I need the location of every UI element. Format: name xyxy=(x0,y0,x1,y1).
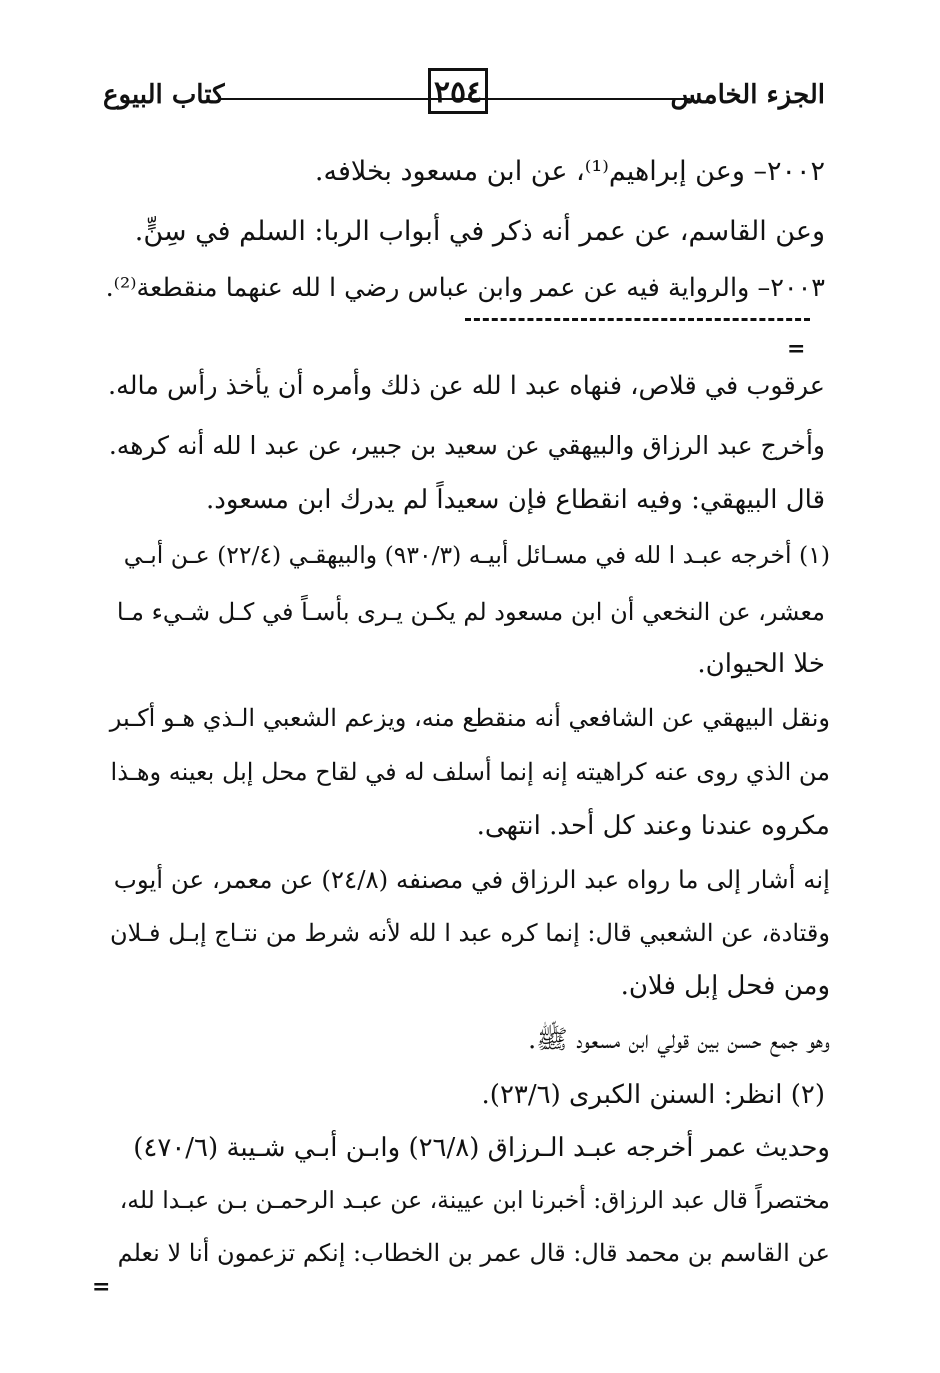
page-number: ٢٥٤ xyxy=(428,68,488,114)
footnote-line: من الذي روى عنه كراهيته إنه إنما أسلف له في لقاح محل إبل بعينه وهـذا xyxy=(110,758,830,786)
header-rule-right xyxy=(490,98,690,100)
footnote-line: إنه أشار إلى ما رواه عبد الرزاق في مصنفه (٢٤/٨) عن معمر، عن أيوب xyxy=(113,865,830,894)
footnote-line: ونقل البيهقي عن الشافعي أنه منقطع منه، ويزعم الشعبي الـذي هـو أكـبر xyxy=(109,704,830,732)
footnote-line: وأخرج عبد الرزاق والبيهقي عن سعيد بن جبير، عن عبد ا لله أنه كرهه. xyxy=(108,431,825,460)
footnote-line: ومن فحل إبل فلان. xyxy=(620,971,830,1001)
book-title: كتاب البيوع xyxy=(103,80,225,110)
footnote-line: عن القاسم بن محمد قال: قال عمر بن الخطاب: إنكم تزعمون أنا لا نعلم xyxy=(117,1239,830,1267)
footnote-line: (١) أخرجه عبـد ا لله في مسـائل أبيـه (٩٣٠/٣) والبيهقـي (٢٢/٤) عـن أبـي xyxy=(123,541,830,569)
footnote-line: خلا الحيوان. xyxy=(697,649,825,679)
footnote-line: مختصراً قال عبد الرزاق: أخبرنا ابن عيينة، عن عبـد الرحمـن بـن عبـدا لله، xyxy=(119,1186,830,1214)
continuation-mark-bottom: = xyxy=(92,1274,111,1300)
volume-title: الجزء الخامس xyxy=(670,80,825,110)
footnote-line: وهو جمع حسن بين قولي ابن مسعود ﷺ. xyxy=(528,1025,830,1055)
footnote-separator xyxy=(465,318,810,321)
main-text-line: ٢٠٠٣– والرواية فيه عن عمر وابن عباس رضي ا لله عنهما منقطعة⁽²⁾. xyxy=(105,273,825,303)
header-rule-left xyxy=(220,98,500,100)
footnote-line: (٢) انظر: السنن الكبرى (٢٣/٦). xyxy=(481,1080,825,1110)
main-text-line: وعن القاسم، عن عمر أنه ذكر في أبواب الربا: السلم في سِنٍّ. xyxy=(134,216,825,247)
footnote-line: عرقوب في قلاص، فنهاه عبد ا لله عن ذلك وأمره أن يأخذ رأس ماله. xyxy=(107,371,825,401)
footnote-line: مكروه عندنا وعند كل أحد. انتهى. xyxy=(476,811,830,841)
footnote-line: معشر، عن النخعي أن ابن مسعود لم يكـن يـرى بأسـاً في كـل شـيء مـا xyxy=(116,598,825,626)
continuation-mark-top: = xyxy=(787,336,806,362)
main-text-line: ٢٠٠٢– وعن إبراهيم⁽¹⁾، عن ابن مسعود بخلافه. xyxy=(314,156,825,187)
footnote-line: قال البيهقي: وفيه انقطاع فإن سعيداً لم يدرك ابن مسعود. xyxy=(206,485,825,515)
page-header xyxy=(95,68,825,124)
footnote-line: وقتادة، عن الشعبي قال: إنما كره عبد ا لله لأنه شرط من نتـاج إبـل فـلان xyxy=(110,919,830,947)
footnote-line: وحديث عمر أخرجه عبـد الـرزاق (٢٦/٨) وابـن أبـي شـيبة (٤٧٠/٦) xyxy=(133,1133,830,1163)
